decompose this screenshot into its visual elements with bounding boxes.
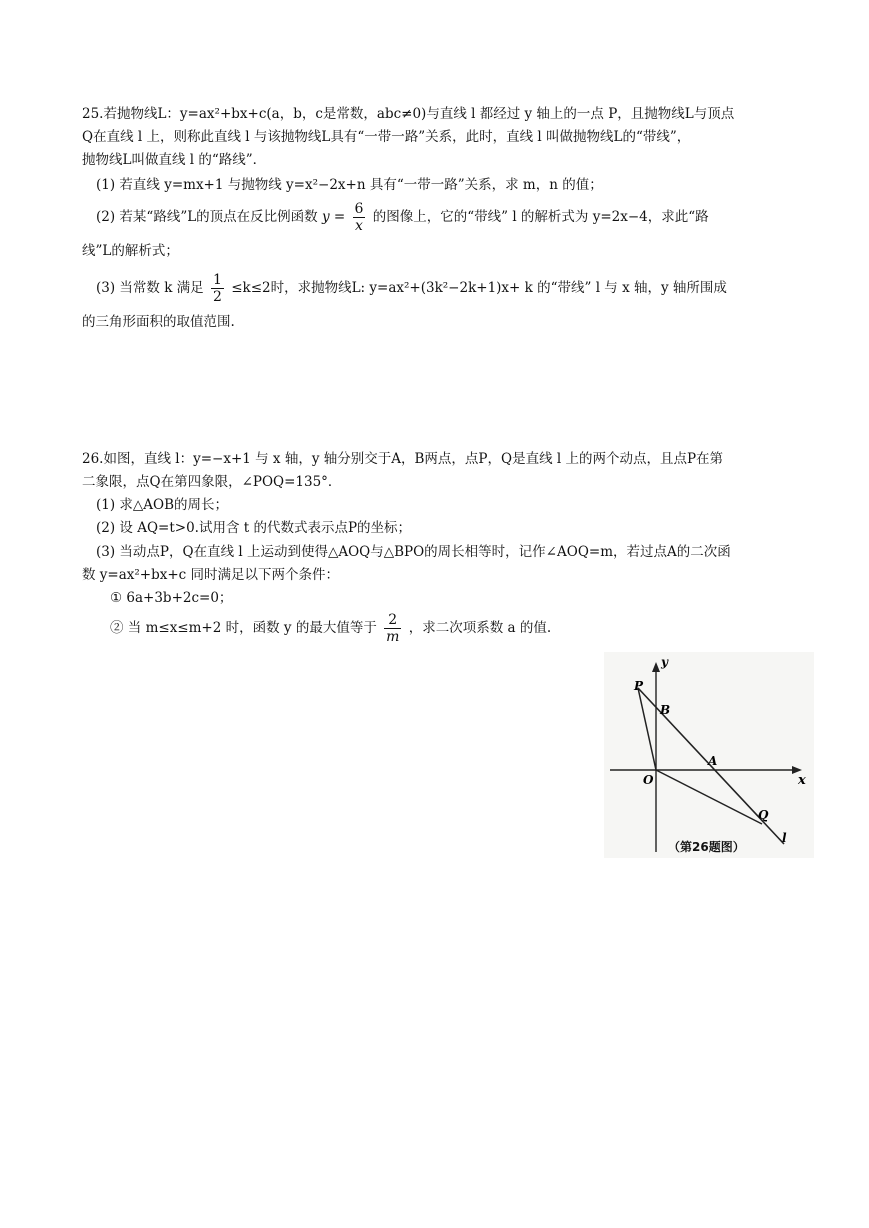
label-a: A bbox=[708, 754, 718, 768]
q25-part-2-y: y = bbox=[321, 209, 346, 225]
label-x: x bbox=[798, 773, 806, 788]
fraction-numerator: 2 bbox=[384, 612, 401, 629]
q25-part-3-fraction bbox=[211, 272, 224, 305]
q26-part-1: (1) 求△AOB的周长； bbox=[96, 497, 229, 513]
q26-line-2: 二象限，点Q在第四象限，∠POQ=135°． bbox=[82, 474, 342, 490]
q25-part-3-pre: (3) 当常数 k 满足 bbox=[96, 280, 204, 296]
q26-part-3-line-1: (3) 当动点P，Q在直线 l 上运动到使得△AOQ与△BPO的周长相等时，记作∠AOQ=m，若过点A的二次函 bbox=[96, 544, 731, 560]
fraction-denominator: m bbox=[386, 629, 400, 645]
q25-part-2-post: 的图像上，它的“带线” l 的解析式为 y=2x−4，求此“路 bbox=[372, 209, 709, 225]
q25-part-2 bbox=[96, 201, 709, 234]
q25-part-2-pre: (2) 若某“路线”L的顶点在反比例函数 bbox=[96, 209, 318, 225]
fraction-denominator: x bbox=[355, 218, 363, 234]
q26-condition-1: ① 6a+3b+2c=0； bbox=[110, 590, 233, 606]
q26-condition-2 bbox=[110, 612, 551, 645]
label-y: y bbox=[661, 655, 668, 669]
q26-condition-2-pre: ② 当 m≤x≤m+2 时，函数 y 的最大值等于 bbox=[110, 620, 377, 636]
label-p: P bbox=[634, 679, 644, 693]
q26-part-3-line-2: 数 y=ax²+bx+c 同时满足以下两个条件： bbox=[82, 567, 340, 583]
q25-part-2-fraction bbox=[353, 201, 366, 234]
label-o: O bbox=[643, 773, 654, 787]
q25-part-2-continued: 线”L的解析式； bbox=[82, 243, 179, 259]
label-l: l bbox=[782, 831, 787, 845]
q25-line-1: 25.若抛物线L：y=ax²+bx+c(a，b，c是常数，abc≠0)与直线 l 都经过 y 轴上的一点 P，且抛物线L与顶点 bbox=[82, 106, 735, 122]
q26-part-2: (2) 设 AQ=t>0.试用含 t 的代数式表示点P的坐标； bbox=[96, 520, 412, 536]
label-b: B bbox=[660, 703, 671, 717]
label-q: Q bbox=[758, 808, 769, 822]
y-axis-arrow-icon bbox=[652, 662, 660, 672]
q26-condition-2-fraction bbox=[384, 612, 401, 645]
q25-part-3-continued: 的三角形面积的取值范围. bbox=[82, 314, 235, 330]
q25-part-3-post: ≤k≤2时，求抛物线L: y=ax²+(3k²−2k+1)x+ k 的“带线” l 与 x 轴，y 轴所围成 bbox=[231, 280, 727, 296]
q26-figure-diagram bbox=[604, 652, 814, 858]
q26-condition-2-post: ，求二次项系数 a 的值. bbox=[408, 620, 552, 636]
q25-line-2: Q在直线 l 上，则称此直线 l 与该抛物线L具有“一带一路”关系，此时，直线 l 叫做抛物线L的“带线”， bbox=[82, 129, 691, 145]
q25-part-1: (1) 若直线 y=mx+1 与抛物线 y=x²−2x+n 具有“一带一路”关系，求 m，n 的值； bbox=[96, 177, 603, 193]
fraction-denominator: 2 bbox=[212, 289, 222, 305]
segment-op bbox=[638, 688, 656, 770]
figure-caption: （第26题图） bbox=[668, 840, 745, 854]
segment-oq bbox=[656, 770, 762, 824]
q25-line-3: 抛物线L叫做直线 l 的“路线”． bbox=[82, 152, 267, 168]
fraction-numerator: 1 bbox=[212, 272, 222, 288]
q26-figure bbox=[604, 652, 814, 858]
fraction-numerator: 6 bbox=[354, 201, 364, 217]
q25-part-3 bbox=[96, 272, 727, 305]
q26-line-1: 26.如图，直线 l：y=−x+1 与 x 轴，y 轴分别交于A，B两点，点P，Q是直线 l 上的两个动点，且点P在第 bbox=[82, 451, 724, 467]
